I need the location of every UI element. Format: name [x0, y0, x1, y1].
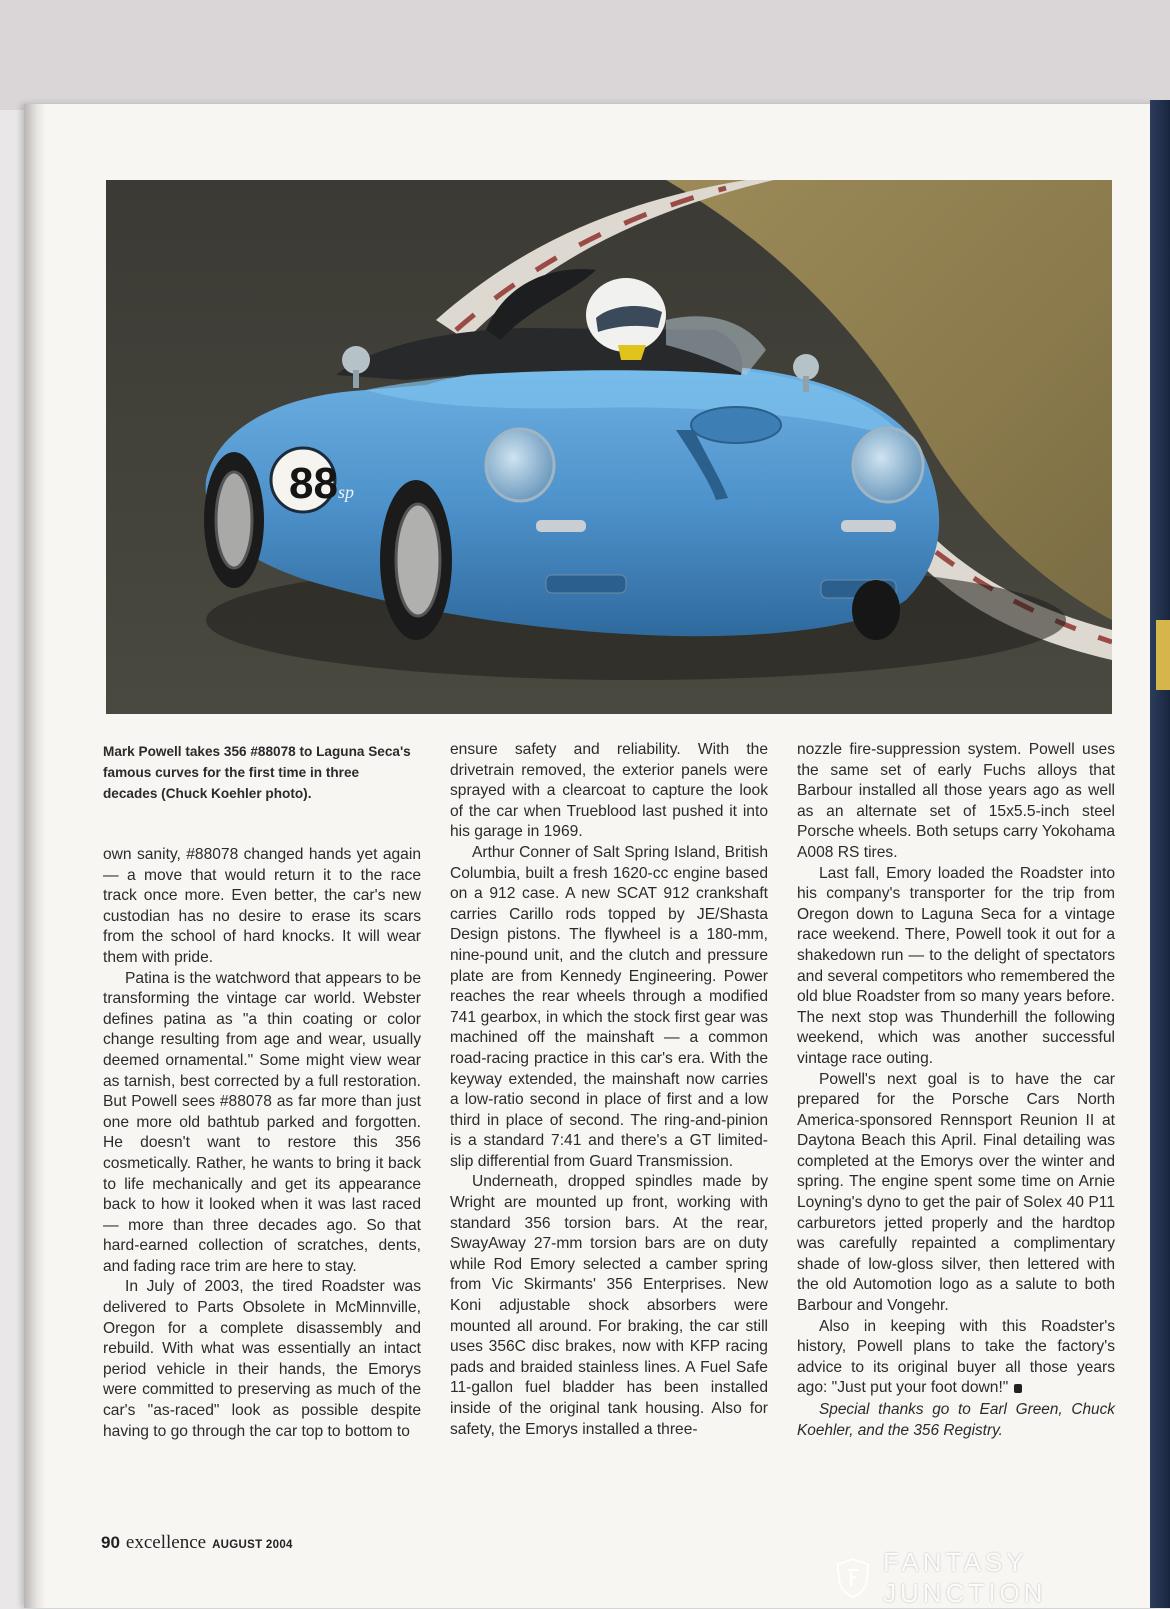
- shield-logo-icon: [835, 1555, 871, 1601]
- watermark-text: FANTASY JUNCTION: [883, 1547, 1047, 1608]
- article-column-3: [797, 740, 1115, 1441]
- paragraph: Last fall, Emory loaded the Roadster into his company's transporter for the trip from Oregon down to Laguna Seca for a vintage race weekend. There, Powell took it out for a shakedown run — to the delight of spectators and several competitors who remembered the old blue Roadster from so many years before. The next stop was Thunderhill the following weekend, which was another successful vintage race outing.: [797, 864, 1115, 1067]
- issue-date: AUGUST 2004: [212, 1539, 293, 1551]
- page-footer: [101, 1532, 293, 1554]
- paragraph: own sanity, #88078 changed hands yet again — a move that would return it to the race track once more. Even better, the car's new custodian has no desire to erase its scars from the school of hard knocks. It will wear them with pride.: [103, 846, 421, 966]
- paragraph: Patina is the watchword that appears to be transforming the vintage car world. Webster defines patina as "a thin coating or color change resulting from age and wear, usually deemed ornamental." Some might view wear as tarnish, best corrected by a full restoration. But Powell sees #88078 as far more than just one more old bathtub parked and forgotten. He doesn't want to restore this 356 cosmetically. Rather, he wants to bring it back to life mechanically and get its appearance back to how it looked when it was last raced — more than three decades ago. So that hard-earned collection of scratches, dents, and fading race trim are here to stay.: [103, 969, 421, 1275]
- porsche-356-roadster-image: [106, 180, 1112, 714]
- page-tab: [1156, 620, 1170, 690]
- article-column-2: [450, 740, 768, 1440]
- background-surface: [0, 0, 1170, 110]
- paragraph: nozzle fire-suppression system. Powell uses the same set of early Fuchs alloys that Barbour installed all those years ago as well as an alternate set of 15x5.5-inch steel Porsche wheels. Both setups carry Yokohama A008 RS tires.: [797, 741, 1115, 861]
- page-gutter: [24, 104, 46, 1608]
- magazine-name: excellence: [125, 1532, 207, 1553]
- article-column-1: [103, 845, 421, 1442]
- paragraph: Underneath, dropped spindles made by Wright are mounted up front, working with standard 356 torsion bars. At the rear, SwayAway 27-mm torsion bars are on duty while Rod Emory selected a camber spring from Vic Skirmants' 356 Enterprises. New Koni adjustable shock absorbers were mounted all around. For braking, the car still uses 356C disc brakes, now with KFP racing pads and braided stainless lines. A Fuel Safe 11-gallon fuel bladder has been installed inside of the original tank housing. Also for safety, the Emorys installed a three-: [450, 1173, 768, 1438]
- photo-caption: Mark Powell takes 356 #88078 to Laguna Seca's famous curves for the first time in three decades (Chuck Koehler photo).: [103, 744, 411, 801]
- paragraph: ensure safety and reliability. With the drivetrain removed, the exterior panels were sprayed with a clearcoat to capture the look of the car when Trueblood last pushed it into his garage in 1969.: [450, 741, 768, 841]
- closing-paragraph-text: Also in keeping with this Roadster's history, Powell plans to take the factory's advice to its original buyer all those years ago: "Just put your foot down!": [797, 1317, 1115, 1397]
- credits: Special thanks go to Earl Green, Chuck Koehler, and the 356 Registry.: [797, 1401, 1115, 1439]
- page-number: 90: [101, 1533, 120, 1552]
- paragraph: Arthur Conner of Salt Spring Island, British Columbia, built a fresh 1620-cc engine based on a 912 case. A new SCAT 912 crankshaft carries Carillo rods topped by JE/Shasta Design pistons. The flywheel is a 180-mm, nine-pound unit, and the clutch and pressure plate are from Kennedy Engineering. Power reaches the rear wheels through a modified 741 gearbox, in which the stock first gear was machined off the mainshaft — a common road-racing practice in this car's era. With the keyway extended, the mainshaft now carries a low-ratio second in place of first and a low third in place of second. The ring-and-pinion is a standard 7:41 and there's a GT limited-slip differential from Guard Transmission.: [450, 843, 768, 1170]
- car-number-suffix: sp: [338, 482, 355, 502]
- car-number: 88: [289, 459, 338, 508]
- race-photo: [106, 180, 1112, 714]
- paragraph: In July of 2003, the tired Roadster was delivered to Parts Obsolete in McMinnville, Oregon for a complete disassembly and rebuild. With what was essentially an intact period vehicle in their hands, the Emorys were committed to preserving as much of the car's "as-raced" look as possible despite having to go through the car top to bottom to: [103, 1278, 421, 1440]
- watermark: [835, 1547, 1170, 1608]
- paragraph: Powell's next goal is to have the car prepared for the Porsche Cars North America-sponsored Rennsport Reunion II at Daytona Beach this April. Final detailing was completed at the Emorys over the winter and spring. The engine spent some time on Arnie Loyning's dyno to get the pair of Solex 40 P11 carburetors jetted properly and the hardtop was carefully repainted a complimentary shade of low-gloss silver, then lettered with the old Automotion logo as a salute to both Barbour and Vongehr.: [797, 1070, 1115, 1315]
- adjacent-page-edge: [1150, 100, 1170, 1608]
- end-mark-icon: [1014, 1384, 1022, 1393]
- paragraph-final: [797, 1317, 1115, 1399]
